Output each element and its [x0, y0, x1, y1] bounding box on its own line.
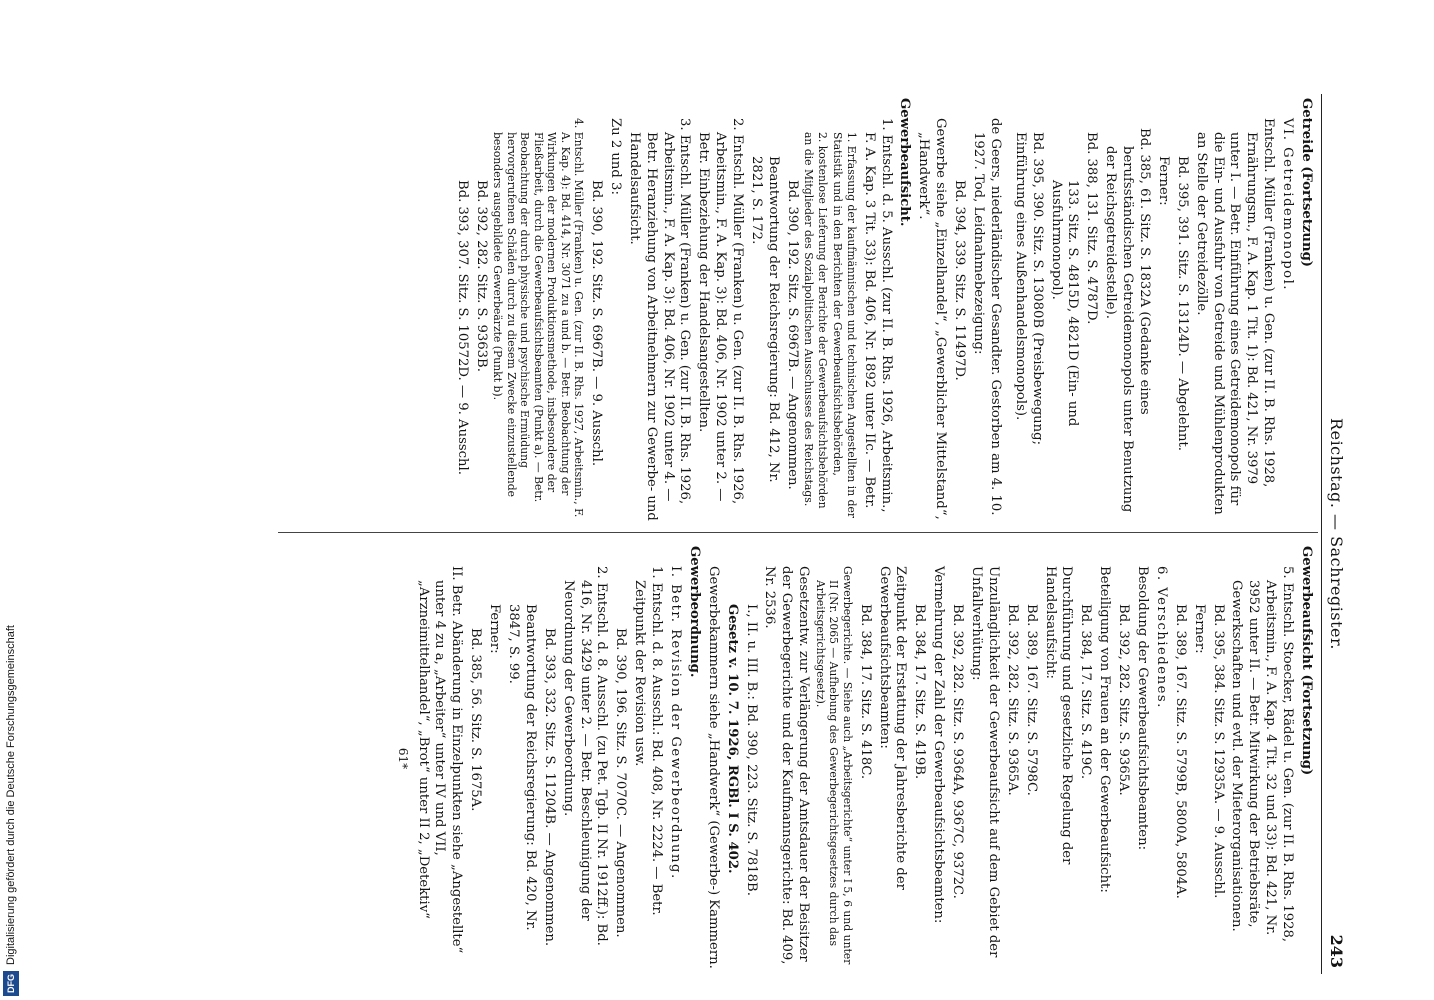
entry-reference: Bd. 393, 307. Sitz. S. 10572D. — 9. Ausschl.	[454, 180, 470, 475]
page-number: 243	[1327, 934, 1346, 968]
headword-gewerbekammern: Gewerbekammern siehe „Handwerk“ (Gewerbe-) Kammern.	[705, 566, 721, 969]
entry-reference: Bd. 395, 384. Sitz. S. 12935A. — 9. Ausschl.	[1210, 604, 1226, 899]
entry-reference: Bd. 384, 17. Sitz. S. 419C.	[1078, 604, 1094, 780]
entry-reference: Bd. 392, 282. Sitz. S. 9365A.	[1004, 604, 1020, 796]
entry-reference: Bd. 392, 282. Sitz. S. 9365A.	[1116, 604, 1132, 796]
entry-topic: Beteiligung von Frauen an der Gewerbeaufsicht:	[1097, 566, 1113, 893]
entry-reference: 133. Sitz. S. 4815D, 4821D (Ein- und Ausfuhrmonopol).	[1048, 180, 1081, 427]
headword-gewerbeaufsicht: Gewerbeaufsicht.	[897, 98, 913, 227]
entry-reference: Bd. 392, 282. Sitz. S. 9363B.	[473, 180, 489, 372]
footer-credit-line	[2, 596, 20, 996]
entry-reference: Bd. 385, 61. Sitz. S. 1832A (Gedanke eines berufsständischen Getreidemonopols unter Benutzung der Reichsgetreidestelle).	[1103, 128, 1152, 513]
left-column	[451, 98, 1314, 523]
entry-reference: Bd. 385, 56. Sitz. S. 1675A.	[468, 628, 484, 812]
entry-reference: Bd. 384, 17. Sitz. S. 418C.	[857, 604, 873, 780]
entry-text: 1. Entschl. d. 8. Ausschl.: Bd. 408, Nr. 2224. — Betr. Zeitpunkt der Revision usw.	[632, 566, 665, 916]
entry-text: 1. Entschl. d. 5. Ausschl. (zur II. B. Rhs. 1926, Arbeitsmin., F. A. Kap. 3 Tit. 33): Bd. 406, Nr. 1892 unter IIc. — Betr.	[861, 118, 894, 513]
entry-reference: Bd. 395, 390. Sitz. S. 13080B (Preisbewegung; Einführung eines Außenhandelsmonopols).	[1012, 132, 1045, 446]
entry-topic: Zeitpunkt der Erstattung der Jahresberichte der Gewerbeaufsichtsbeamten:	[876, 566, 909, 890]
column-divider	[278, 532, 1318, 533]
entry-text-small: 1. Erfassung der kaufmännischen und technischen Angestellten in der Statistik und in den Berichten der Gewerbeaufsichtsbehörden,	[831, 132, 858, 519]
entry-text: II. Betr. Abänderung in Einzelpunkten siehe „Angestellte“ unter 4 zu a, „Arbeiter“ unter IV und VII, „Arzneimittelhandel“, „Brot“ unter II 2, „Detektiv“	[415, 566, 465, 954]
entry-text: 5. Entschl. Stoecker, Rädel u. Gen. (zur II. B. Rhs. 1928, Arbeitsmin., F. A. Kap. 4 Tit. 32 und 33): Bd. 421, Nr. 3952 unter II. — Betr. Mitwirkung der Betriebsräte, Gewerkschaften und evtl. der Mieterorganisationen.	[1229, 566, 1296, 943]
entry-reference: Bd. 390, 196. Sitz. S. 7070C. — Angenommen.	[613, 628, 629, 938]
entry-topic: Vermehrung der Zahl der Gewerbeaufsichtsbeamten:	[931, 566, 947, 924]
section-heading: I. Betr. Revision der Gewerbeordnung.	[668, 566, 684, 880]
running-title: Reichstag. — Sachregister.	[1327, 418, 1346, 650]
entry-text: 3. Entschl. Müller (Franken) u. Gen. (zur II. B. Rhs. 1926, Arbeitsmin., F. A. Kap. 3): Bd. 406, Nr. 1902 unter 4. — Betr. Heranziehung von Arbeitnehmern zur Gewerbe- und Handelsaufsicht.	[626, 118, 693, 521]
header-rule	[1321, 94, 1322, 974]
entry-reference: Bd. 395, 391. Sitz. S. 13124D. — Abgelehnt.	[1174, 156, 1190, 451]
entry-reference: I., II. u. III. B.: Bd. 390, 223. Sitz. S. 7818B.	[743, 604, 759, 896]
right-column	[394, 546, 1314, 971]
entry-reference: Bd. 394, 339. Sitz. S. 11497D.	[952, 180, 968, 381]
entry-ferner: Ferner:	[1191, 604, 1207, 654]
entry-zu: Zu 2 und 3:	[607, 118, 623, 195]
entry-reference: Bd. 390, 192. Sitz. S. 6967B. — 9. Ausschl.	[589, 180, 604, 467]
spacer	[1003, 98, 1009, 523]
headword-getreide: Getreide (Fortsetzung)	[1299, 98, 1314, 268]
entry-text: Entschl. Müller (Franken) u. Gen. (zur II. B. Rhs. 1928, Ernährungsm., F. A. Kap. 1 Tit. 1): Bd. 421, Nr. 3979 unter I. — Betr. Einführung eines Getreidemonopols für die Ein- und Ausfuhr von Getreide und Mühlenprodukten an Stelle der Getreidezölle.	[1193, 118, 1277, 515]
entry-ferner: Ferner:	[1155, 156, 1171, 206]
section-heading: 6. Verschiedenes.	[1153, 566, 1169, 709]
document-page	[270, 94, 1350, 974]
entry-gesetz: Gesetz v. 10. 7. 1926, RGBl. I S. 402.	[724, 604, 740, 874]
entry-reference: Bd. 390, 192. Sitz. S. 6967B. — Angenommen.	[784, 180, 800, 490]
digitization-credit: Digitalisierung gefördert durch die Deutsche Forschungsgemeinschaft	[5, 625, 17, 965]
dfg-logo: DFG	[3, 971, 19, 996]
entry-ferner: Ferner:	[487, 604, 503, 654]
entry-reference: Bd. 388, 131. Sitz. S. 4787D.	[1084, 132, 1100, 325]
entry-text: Gesetzentw. zur Verlängerung der Amtsdauer der Beisitzer der Gewerbegerichte und der Kaufmannsgerichte: Bd. 409, Nr. 2536.	[762, 566, 812, 965]
headword-gewerbeaufsicht-cont: Gewerbeaufsicht (Fortsetzung)	[1299, 546, 1314, 776]
entry-reference: Bd. 389, 167. Sitz. S. 5799B, 5800A, 5804A.	[1172, 604, 1188, 899]
entry-topic: Unzulänglichkeit der Gewerbeaufsicht auf dem Gebiet der Unfallverhütung:	[968, 566, 1001, 958]
entry-text: 2. Entschl. d. 8. Ausschl. (zu Pet. Tgb. II Nr. 1912ff.): Bd. 416, Nr. 3429 unter 2. — Betr. Beschleunigung der Neuordnung der Gewerbeordnung.	[560, 566, 610, 946]
entry-text: 4. Entschl. Müller (Franken) u. Gen. (zur II. B. Rhs. 1927, Arbeitsmin., F. A. Kap. 4): Bd. 414, Nr. 3071 zu a und b. — Betr. Beobachtung der Wirkungen der modernen Produktionsmethode, insbesondere der Fließarbeit, durch die Gewerbeaufsichtsbeamten (Punkt a). — Betr. Beobachtung der durch physische und psychische Ermüdung hervorgerufenen Schäden durch zu diesem Zwecke einzustellende besonders ausgebildete Gewerbeärzte (Punkt b).	[491, 118, 586, 518]
entry-reference: Bd. 389, 167. Sitz. S. 5798C.	[1023, 604, 1039, 796]
section-heading: VI. Getreidemonopol.	[1280, 118, 1296, 291]
entry-reference: Beantwortung der Reichsregierung: Bd. 420, Nr. 3847, S. 99.	[506, 604, 538, 931]
headword-gewerbeordnung: Gewerbeordnung.	[686, 546, 702, 678]
entry-topic: Besoldung der Gewerbeaufsichtsbeamten:	[1134, 566, 1150, 851]
entry-text: 2. Entschl. Müller (Franken) u. Gen. (zur II. B. Rhs. 1926, Arbeitsmin., F. A. Kap. 3): Bd. 406, Nr. 1902 unter 2. — Betr. Einbeziehung der Handelsangestellten.	[696, 118, 746, 505]
page-header	[1324, 94, 1346, 974]
entry-reference: Bd. 384, 17. Sitz. S. 419B.	[912, 604, 928, 780]
entry-topic: Durchführung und gesetzliche Regelung der Handelsaufsicht:	[1042, 566, 1075, 865]
entry-text-small: 2. kostenlose Lieferung der Berichte der Gewerbeaufsichtsbehörden an die Mitglieder des Sozialpolitischen Ausschusses des Reichstags.	[802, 132, 829, 509]
entry-reference: Beantwortung der Reichsregierung: Bd. 412, Nr. 2821, S. 172.	[749, 156, 781, 483]
headword-gewerbegerichte: Gewerbegerichte. — Siehe auch „Arbeitsgerichte“ unter I 5, 6 und unter II (Nr. 2065 — Aufhebung des Gewerbegerichtsgesetzes durch das Arbeitsgerichtsgesetz).	[813, 566, 854, 965]
entry-gewerbe: Gewerbe siehe „Einzelhandel“, „Gewerblicher Mittelstand“, „Handwerk“.	[916, 118, 949, 520]
entry-reference: Bd. 392, 282. Sitz. S. 9364A, 9367C, 9372C.	[950, 604, 966, 899]
entry-reference: Bd. 393, 332. Sitz. S. 11204B. — Angenommen.	[541, 628, 557, 947]
entry-de-geer: de Geers, niederländischer Gesandter. Gestorben am 4. 10. 1927. Tod, Leidnahmebezeigung:	[970, 118, 1003, 516]
printer-signature: 61*	[395, 747, 410, 770]
footer-strip	[0, 0, 40, 1000]
